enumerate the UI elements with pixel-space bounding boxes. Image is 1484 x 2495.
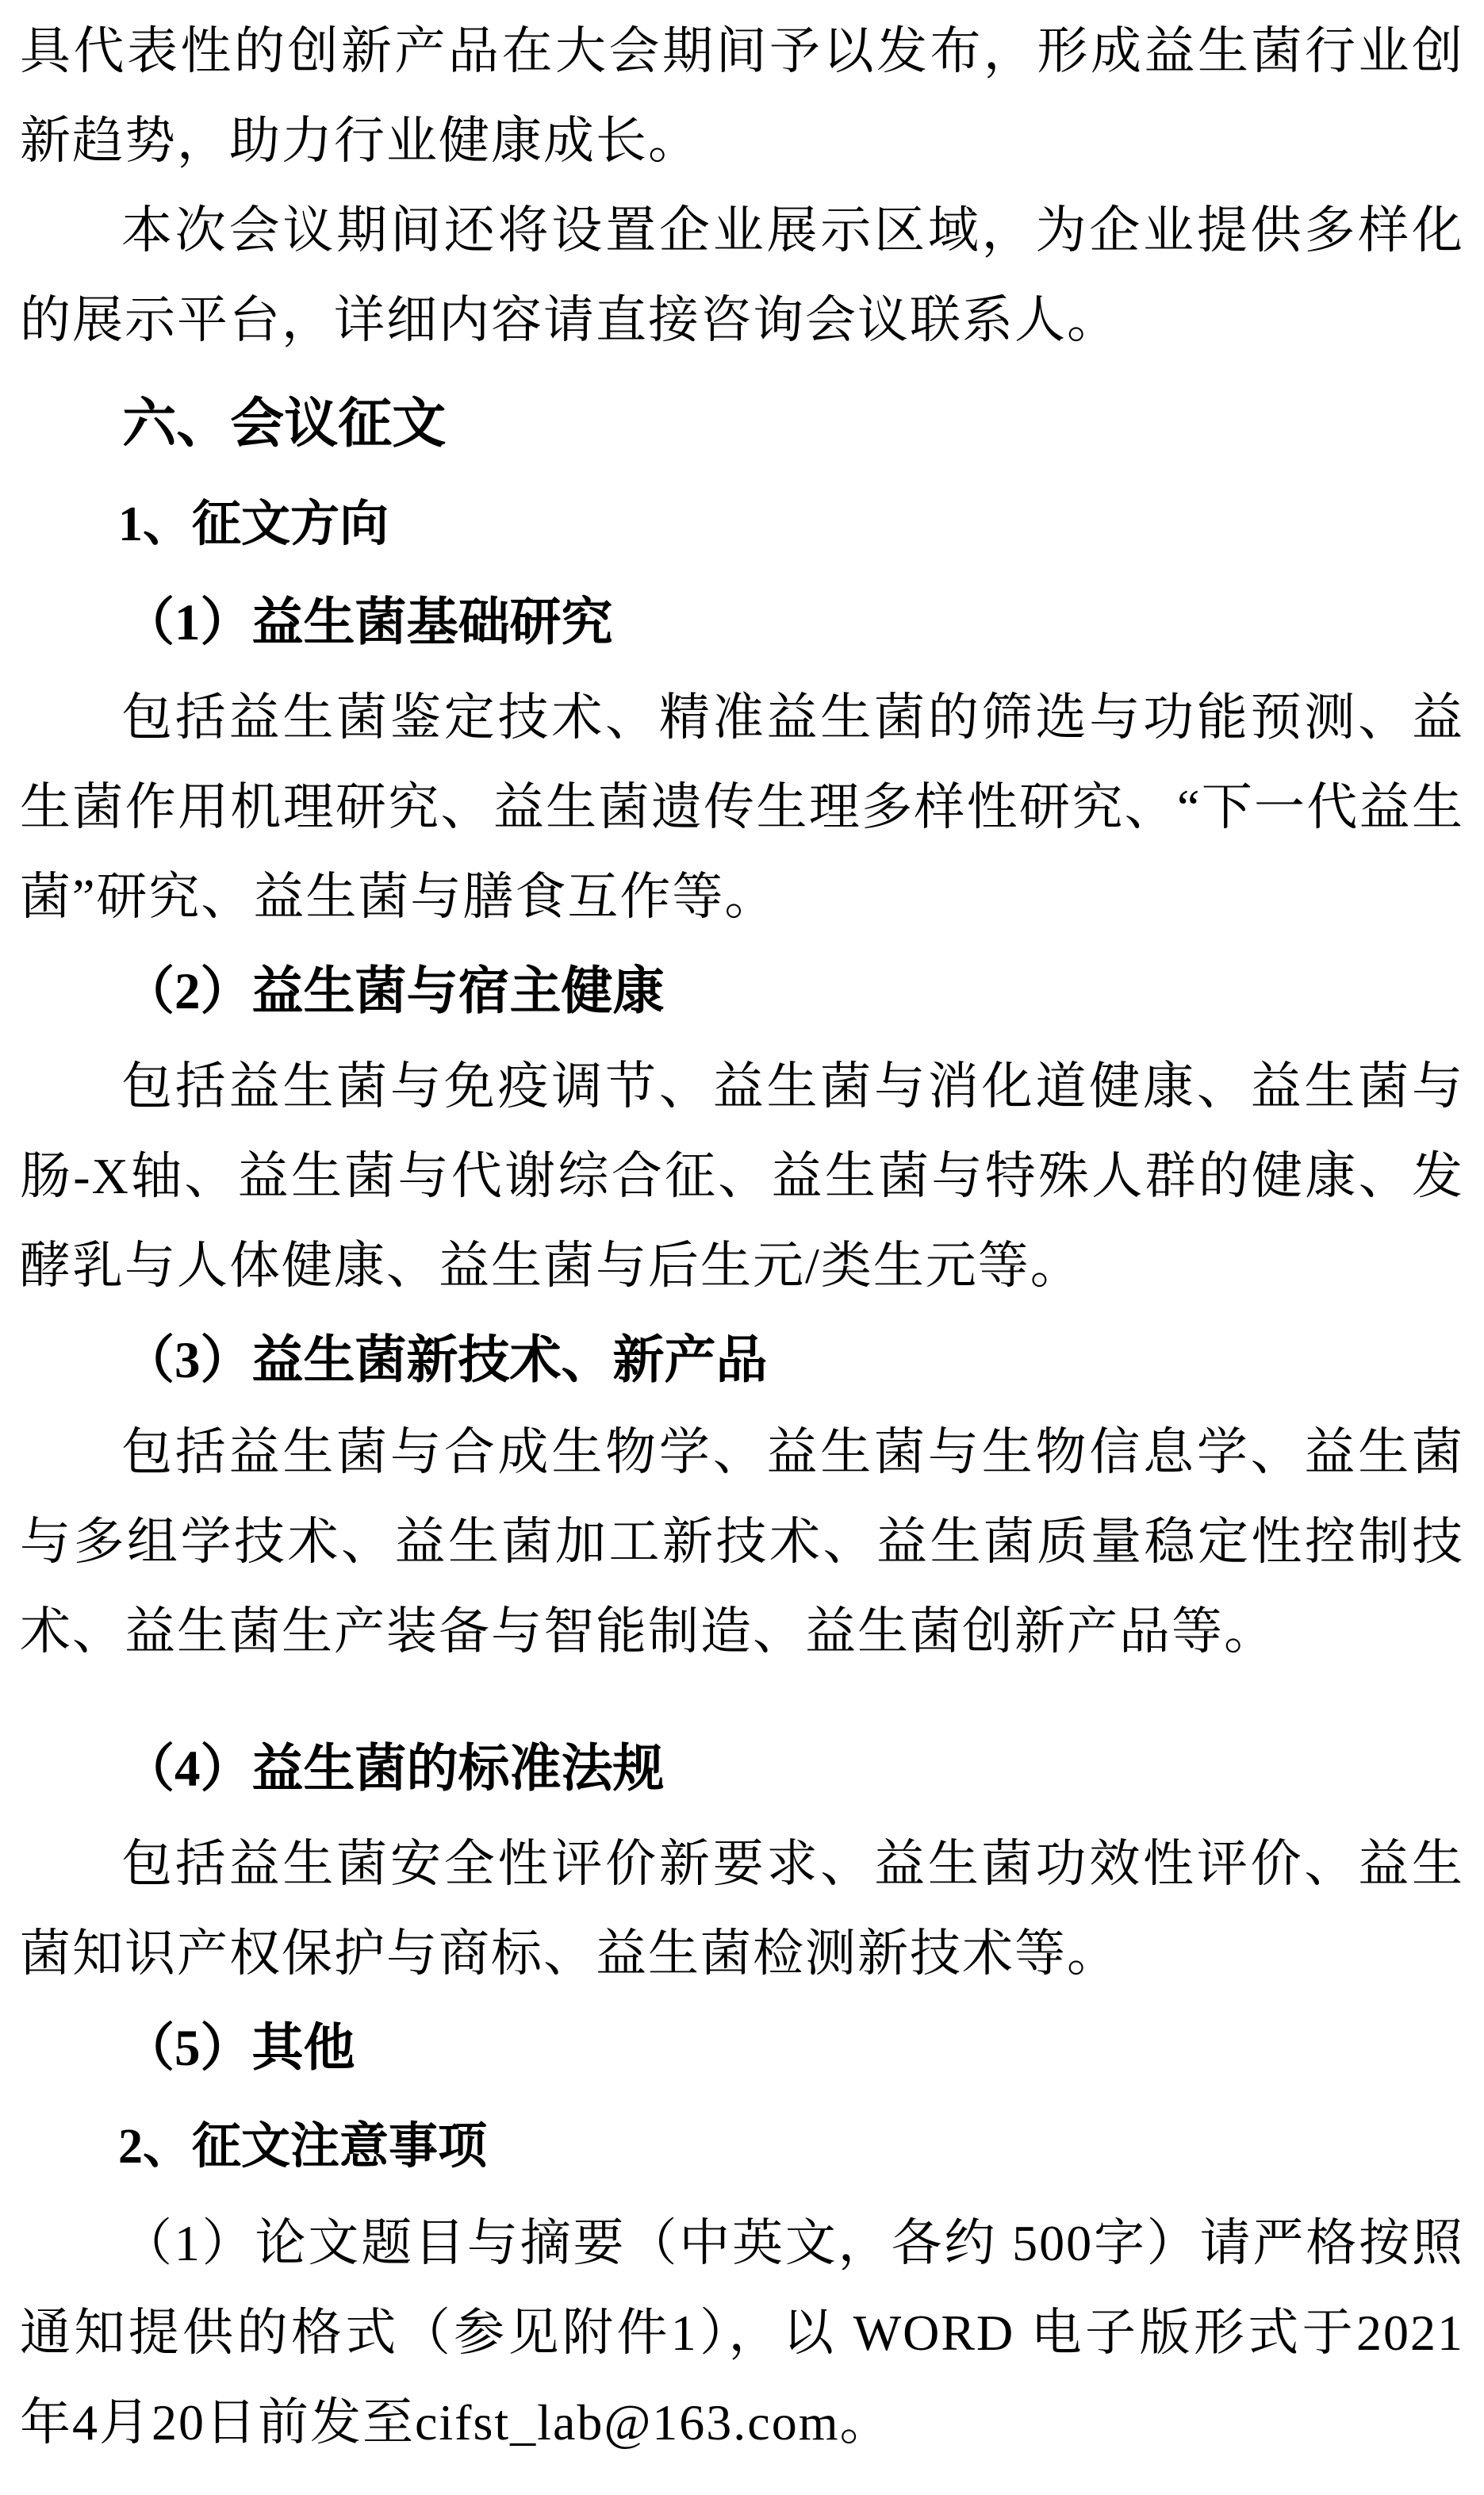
topic-heading-new-tech-products: （3）益生菌新技术、新产品	[123, 1332, 768, 1389]
subsection-heading-paper-topics: 1、征文方向	[118, 497, 389, 551]
paragraph-standards-detail: 包括益生菌安全性评价新要求、益生菌功效性评价、益生菌知识产权保护与商标、益生菌检测新技术等。	[20, 1836, 1464, 1982]
subsection-heading-submission-notes: 2、征文注意事项	[118, 2120, 488, 2174]
topic-heading-standards-regulations: （4）益生菌的标准法规	[123, 1741, 665, 1798]
paragraph-new-tech-detail: 包括益生菌与合成生物学、益生菌与生物信息学、益生菌与多组学技术、益生菌加工新技术、益生菌质量稳定性控制技术、益生菌生产装备与智能制造、益生菌创新产品等。	[20, 1424, 1464, 1660]
topic-heading-basic-research: （1）益生菌基础研究	[123, 594, 613, 651]
topic-heading-other: （5）其他	[123, 2020, 355, 2077]
topic-heading-host-health: （2）益生菌与宿主健康	[123, 963, 665, 1020]
section-heading-call-for-papers: 六、会议征文	[122, 393, 447, 454]
paragraph-basic-research-detail: 包括益生菌鉴定技术、精准益生菌的筛选与功能预测、益生菌作用机理研究、益生菌遗传生理多样性研究、“下一代益生菌”研究、益生菌与膳食互作等。	[20, 689, 1464, 925]
paragraph-exhibition-area: 本次会议期间还将设置企业展示区域，为企业提供多样化的展示平台，详细内容请直接咨询会议联系人。	[20, 202, 1464, 348]
paragraph-host-health-detail: 包括益生菌与免疫调节、益生菌与消化道健康、益生菌与肠-X轴、益生菌与代谢综合征、益生菌与特殊人群的健康、发酵乳与人体健康、益生菌与后生元/类生元等。	[20, 1058, 1464, 1294]
paragraph-innovation-products: 具代表性的创新产品在大会期间予以发布，形成益生菌行业创新趋势，助力行业健康成长。	[20, 23, 1464, 169]
paragraph-submission-requirements: （1）论文题目与摘要（中英文，各约 500字）请严格按照通知提供的格式（参见附件1），以 WORD 电子版形式于2021年4月20日前发至cifst_lab@163.com。	[20, 2215, 1464, 2451]
